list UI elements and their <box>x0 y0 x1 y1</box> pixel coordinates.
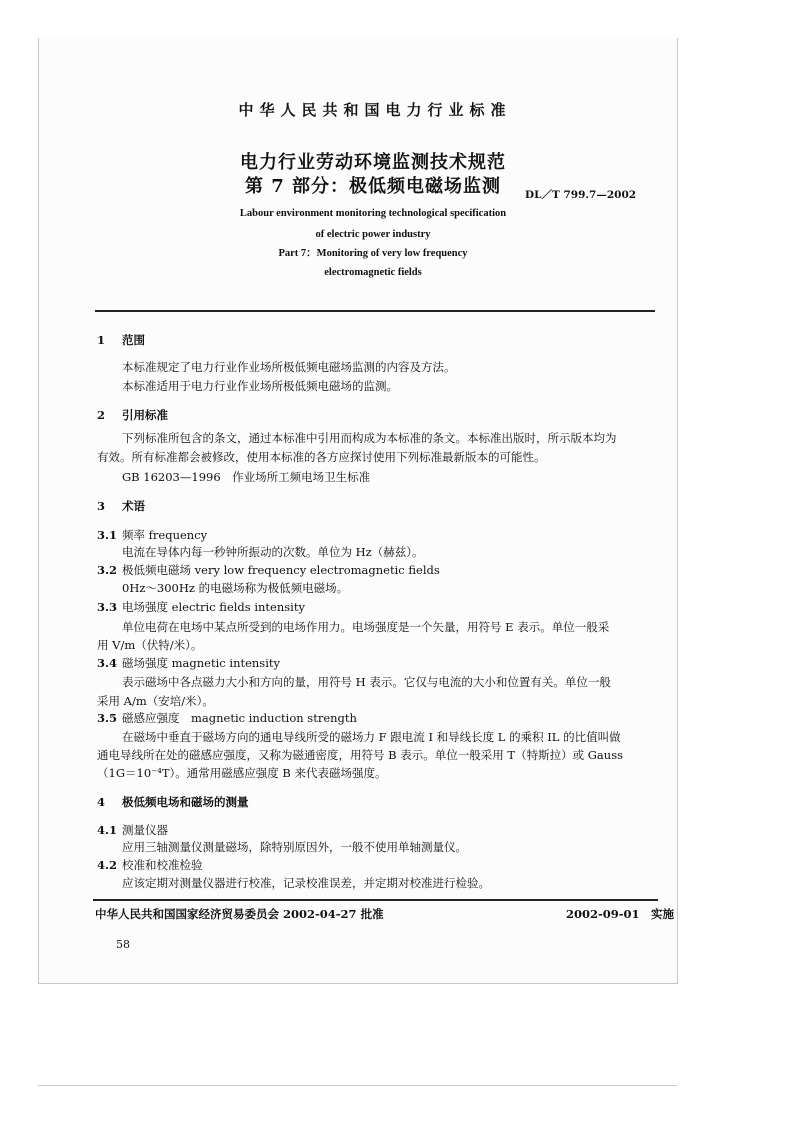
page-separator <box>38 1085 677 1086</box>
section-heading: 3 术语 <box>97 499 145 513</box>
paragraph-line: 电流在导体内每一秒钟所振动的次数。单位为 Hz（赫兹）。 <box>122 545 424 559</box>
paragraph-line: 0Hz～300Hz 的电磁场称为极低频电磁场。 <box>122 581 349 595</box>
term-heading: 4.1 测量仪器 <box>97 823 168 837</box>
term-heading: 3.5 磁感应强度 magnetic induction strength <box>97 711 357 725</box>
approval-line: 中华人民共和国国家经济贸易委员会 2002-04-27 批准 <box>95 907 384 921</box>
section-heading: 2 引用标准 <box>97 408 168 422</box>
title-rule <box>95 310 655 312</box>
subtitle-cn: 第 7 部分：极低频电磁场监测 <box>244 176 502 197</box>
paragraph-line: 表示磁场中各点磁力大小和方向的量，用符号 H 表示。它仅与电流的大小和位置有关。单位一般 <box>122 675 611 689</box>
paragraph-line: 下列标准所包含的条文，通过本标准中引用而构成为本标准的条文。本标准出版时，所示版本均为 <box>122 431 617 445</box>
paragraph-line: 应该定期对测量仪器进行校准，记录校准误差，并定期对校准进行检验。 <box>122 876 490 890</box>
title-en-line: of electric power industry <box>315 229 431 240</box>
standard-code: DL／T 799.7—2002 <box>525 189 637 201</box>
section-heading: 4 极低频电场和磁场的测量 <box>97 795 249 809</box>
paragraph-line: 通电导线所在处的磁感应强度，又称为磁通密度，用符号 B 表示。单位一般采用 T（特斯拉）或 Gauss <box>97 748 623 762</box>
paragraph-line: 本标准适用于电力行业作业场所极低频电磁场的监测。 <box>122 379 398 393</box>
term-heading: 3.1 频率 frequency <box>97 528 208 542</box>
term-heading: 4.2 校准和校准检验 <box>97 858 203 872</box>
title-cn: 电力行业劳动环境监测技术规范 <box>240 152 506 173</box>
reference-standard: GB 16203—1996 作业场所工频电场卫生标准 <box>122 470 371 484</box>
paragraph-line: 单位电荷在电场中某点所受到的电场作用力。电场强度是一个矢量，用符号 E 表示。单位一般采 <box>122 620 610 634</box>
term-heading: 3.4 磁场强度 magnetic intensity <box>97 656 281 670</box>
paragraph-line: （1G＝10⁻⁴T）。通常用磁感应强度 B 来代表磁场强度。 <box>97 766 387 780</box>
paragraph-line: 应用三轴测量仪测量磁场，除特别原因外，一般不使用单轴测量仪。 <box>122 840 467 854</box>
paragraph-line: 采用 A/m（安培/米）。 <box>97 694 214 708</box>
section-heading: 1 范围 <box>97 333 145 347</box>
paragraph-line: 用 V/m（伏特/米）。 <box>97 638 203 652</box>
paragraph-line: 本标准规定了电力行业作业场所极低频电磁场监测的内容及方法。 <box>122 360 456 374</box>
term-heading: 3.3 电场强度 electric fields intensity <box>97 600 305 614</box>
paragraph-line: 有效。所有标准都会被修改，使用本标准的各方应探讨使用下列标准最新版本的可能性。 <box>97 450 546 464</box>
title-en-line: Part 7：Monitoring of very low frequency <box>278 248 468 259</box>
term-heading: 3.2 极低频电磁场 very low frequency electromagnetic fields <box>97 563 440 577</box>
page-number: 58 <box>116 938 130 951</box>
title-en-line: electromagnetic fields <box>324 267 422 278</box>
title-en-line: Labour environment monitoring technological specification <box>239 208 507 219</box>
paragraph-line: 在磁场中垂直于磁场方向的通电导线所受的磁场力 F 跟电流 I 和导线长度 L 的乘积 IL 的比值叫做 <box>122 730 621 744</box>
effective-date: 2002-09-01 实施 <box>566 907 675 921</box>
footer-rule <box>93 899 658 901</box>
standard-category-header: 中华人民共和国电力行业标准 <box>238 101 512 119</box>
